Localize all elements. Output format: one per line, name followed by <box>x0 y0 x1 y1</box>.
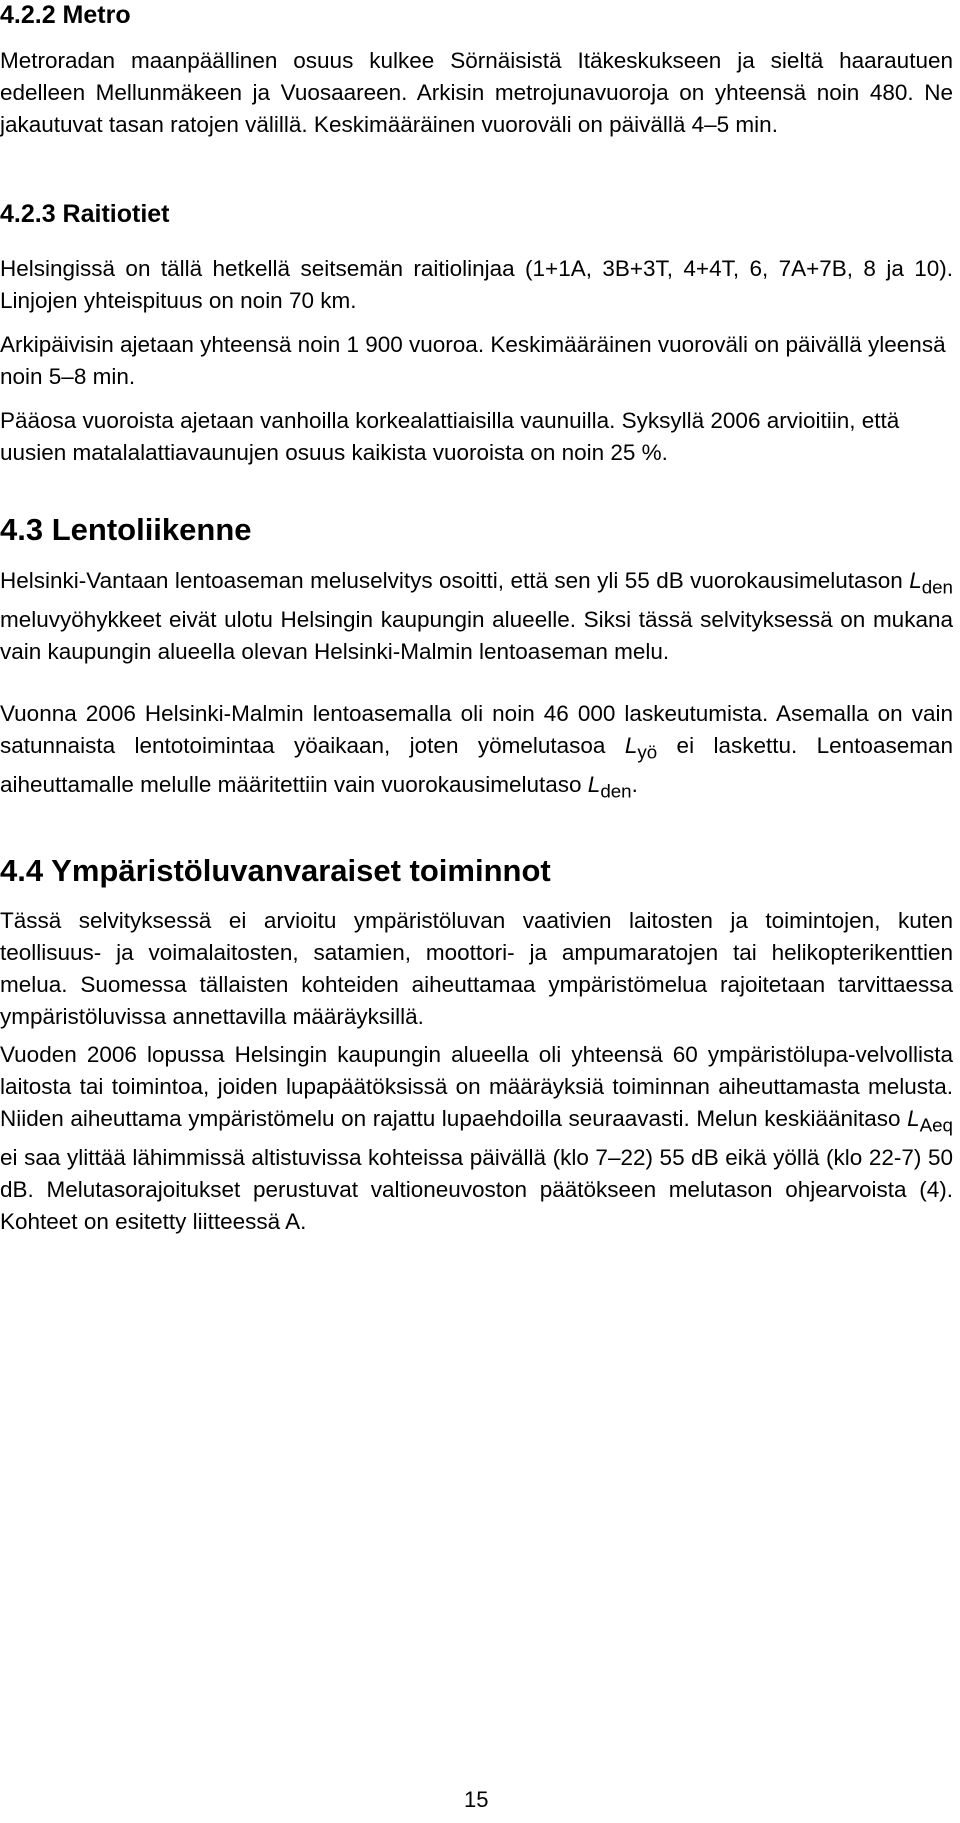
paragraph-metro: Metroradan maanpäällinen osuus kulkee Sörnäisistä Itäkeskukseen ja sieltä haarautuen edelleen Mellunmäkeen ja Vuosaareen. Arkisin metrojunavuoroja on yhteensä noin 480. Ne jakautuvat tasan ratojen välillä. Keskimääräinen vuoroväli on päivällä 4–5 min. <box>0 48 953 137</box>
section-heading-raitiotiet: 4.2.3 Raitiotiet <box>0 200 170 228</box>
section-heading-ymparistoluvat: 4.4 Ympäristöluvanvaraiset toiminnot <box>0 853 551 888</box>
paragraph-ymparistoluvat-2: Vuoden 2006 lopussa Helsingin kaupungin alueella oli yhteensä 60 ympäristölupa-velvollista laitosta tai toimintoa, joiden lupapäätöksissä on määräyksiä toiminnan aiheuttamasta melusta. Niiden aiheuttama ympäristömelu on rajattu lupaehdoilla seuraavasti. Melun keskiäänitaso $L_{Aeq}$ ei saa ylittää lähimmissä altistuvissa kohteissa päivällä (klo 7–22) 55 dB eikä yöllä (klo 22-7) 50 dB. Melutasorajoitukset perustuvat valtioneuvoston päätökseen melutason ohjearvoista (4). Kohteet on esitetty liitteessä A. <box>0 1042 953 1234</box>
paragraph-lentoliikenne-1: Helsinki-Vantaan lentoaseman meluselvitys osoitti, että sen yli 55 dB vuorokausimelutason $L_{den}$ meluvyöhykkeet eivät ulotu Helsingin kaupungin alueelle. Siksi tässä selvityksessä on mukana vain kaupungin alueella olevan Helsinki-Malmin lentoaseman melu. <box>0 568 953 664</box>
paragraph-ymparistoluvat-1: Tässä selvityksessä ei arvioitu ympäristöluvan vaativien laitosten ja toimintojen, kuten teollisuus- ja voimalaitosten, satamien, moottori- ja ampumaratojen tai helikopterikenttien melua. Suomessa tällaisten kohteiden aiheuttamaa ympäristömelua rajoitetaan tarvittaessa ympäristöluvissa annettavilla määräyksillä. <box>0 908 953 1029</box>
section-heading-metro: 4.2.2 Metro <box>0 1 131 29</box>
paragraph-raitiotiet-1: Helsingissä on tällä hetkellä seitsemän raitiolinjaa (1+1A, 3B+3T, 4+4T, 6, 7A+7B, 8 ja 10). Linjojen yhteispituus on noin 70 km. <box>0 256 953 313</box>
paragraph-raitiotiet-2: Arkipäivisin ajetaan yhteensä noin 1 900 vuoroa. Keskimääräinen vuoroväli on päivällä yleensä noin 5–8 min. <box>0 332 946 389</box>
paragraph-lentoliikenne-2: Vuonna 2006 Helsinki-Malmin lentoasemalla oli noin 46 000 laskeutumista. Asemalla on vain satunnaista lentotoimintaa yöaikaan, joten yömelutasoa $L_{yö}$ ei laskettu. Lentoaseman aiheuttamalle melulle määritettiin vain vuorokausimelutaso $L_{den}$. <box>0 701 953 801</box>
page-number: 15 <box>464 1787 489 1812</box>
paragraph-raitiotiet-3: Pääosa vuoroista ajetaan vanhoilla korkealattiaisilla vaunuilla. Syksyllä 2006 arvioitiin, että uusien matalalattiavaunujen osuus kaikista vuoroista on noin 25 %. <box>0 408 900 465</box>
section-heading-lentoliikenne: 4.3 Lentoliikenne <box>0 512 252 547</box>
